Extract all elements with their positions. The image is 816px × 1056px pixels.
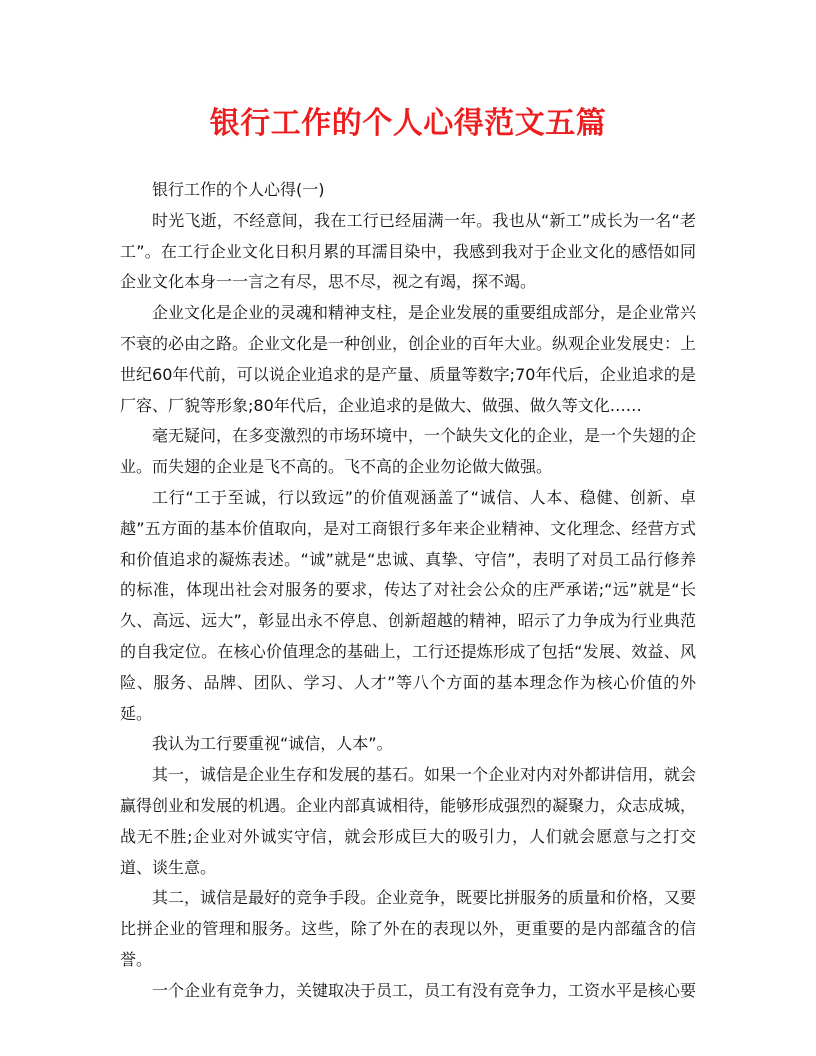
- paragraph: 工行“工于至诚，行以致远”的价值观涵盖了“诚信、人本、稳健、创新、卓越”五方面的基本价值取向，是对工商银行多年来企业精神、文化理念、经营方式和价值追求的凝炼表述。“诚”就是“忠诚、真挚、守信”，表明了对员工品行修养的标准，体现出社会对服务的要求，传达了对社会公众的庄严承诺;“远”就是“长久、高远、远大”，彰显出永不停息、创新超越的精神，昭示了力争成为行业典范的自我定位。在核心价值理念的基础上，工行还提炼形成了包括“发展、效益、风险、服务、品牌、团队、学习、人才”等八个方面的基本理念作为核心价值的外延。: [120, 487, 696, 723]
- document-title: 银行工作的个人心得范文五篇: [209, 106, 607, 141]
- paragraph: 一个企业有竞争力，关键取决于员工，员工有没有竞争力，工资水平是核心要: [152, 980, 697, 1000]
- paragraph: 其一，诚信是企业生存和发展的基石。如果一个企业对内对外都讲信用，就会赢得创业和发展的机遇。企业内部真诚相待，能够形成强烈的凝聚力，众志成城，战无不胜;企业对外诚实守信，就会形成巨大的吸引力，人们就会愿意与之打交道、谈生意。: [120, 765, 697, 877]
- document-body: [120, 175, 696, 1007]
- paragraph: 时光飞逝，不经意间，我在工行已经届满一年。我也从“新工”成长为一名“老工”。在工行企业文化日积月累的耳濡目染中，我感到我对于企业文化的感悟如同企业文化本身一一言之有尽，思不尽，视之有竭，探不竭。: [120, 210, 696, 292]
- paragraph: 企业文化是企业的灵魂和精神支柱，是企业发展的重要组成部分，是企业常兴不衰的必由之路。企业文化是一种创业，创企业的百年大业。纵观企业发展史：上世纪60年代前，可以说企业追求的是产量、质量等数字;70年代后，企业追求的是厂容、厂貌等形象;80年代后，企业追求的是做大、做强、做久等文化……: [120, 303, 697, 415]
- paragraph: 其二，诚信是最好的竞争手段。企业竞争，既要比拼服务的质量和价格，又要比拼企业的管理和服务。这些，除了外在的表现以外，更重要的是内部蕴含的信誉。: [120, 888, 697, 969]
- section-heading: 银行工作的个人心得(一): [152, 180, 325, 199]
- paragraph: 我认为工行要重视“诚信，人本”。: [152, 734, 393, 754]
- paragraph: 毫无疑问，在多变激烈的市场环境中，一个缺失文化的企业，是一个失翅的企业。而失翅的企业是飞不高的。飞不高的企业勿论做大做强。: [120, 426, 697, 477]
